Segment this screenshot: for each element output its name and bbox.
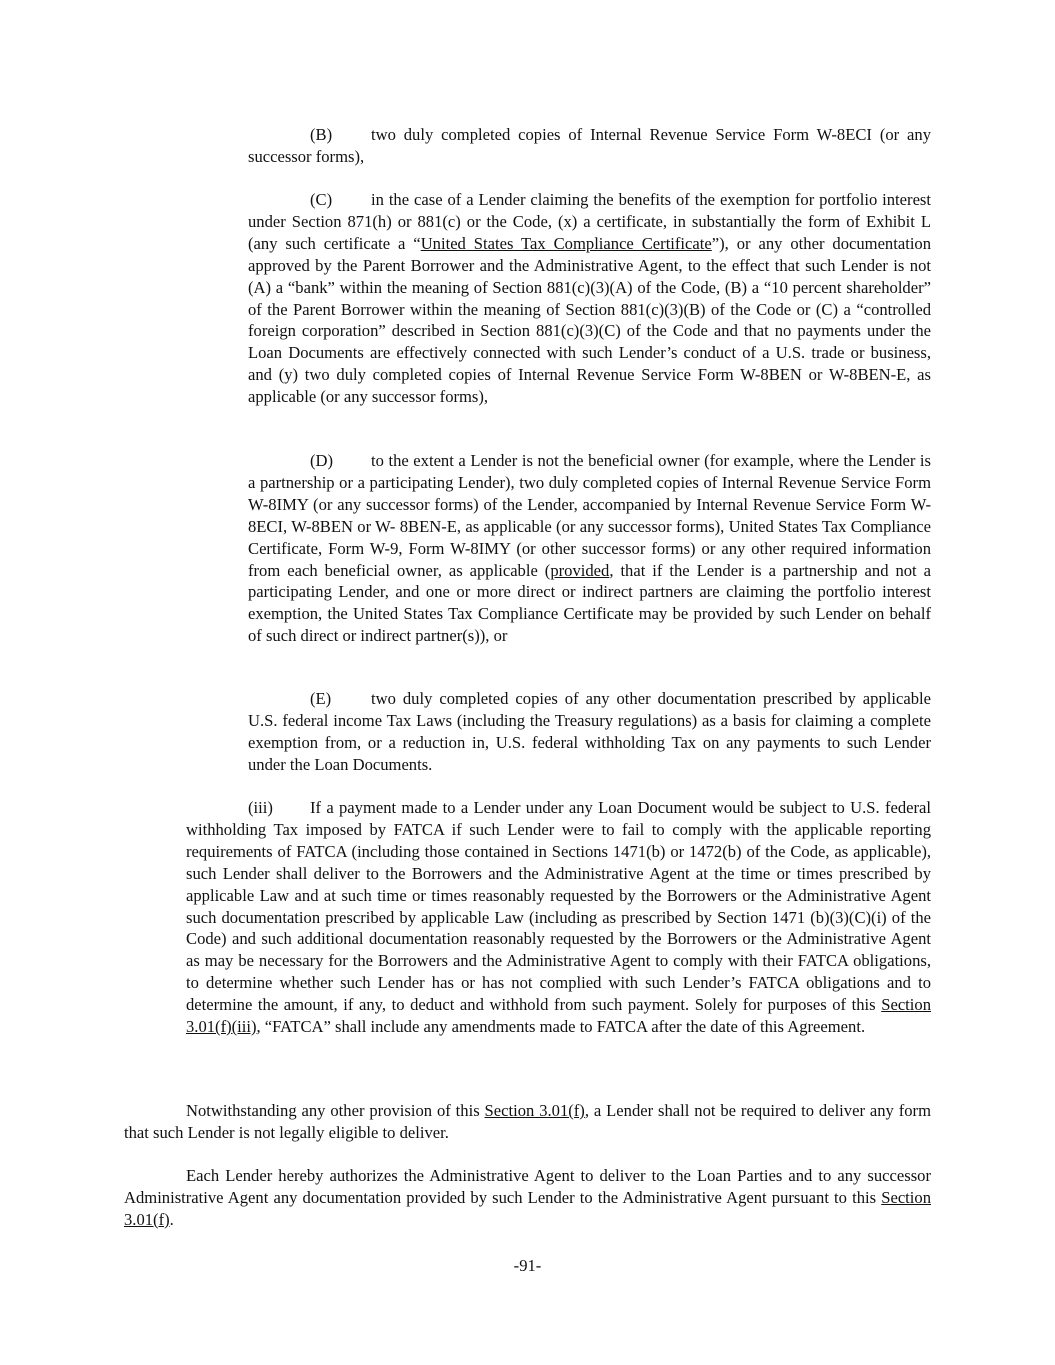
notwithstanding-text-2: , a Lender shall not be required to deliver any form that such Lender is not legally eligible to deliver. [124,1101,931,1142]
clause-c-text-1: in the case of a Lender claiming the benefits of the exemption for portfolio interest under Section 871(h) or 881(c) or the Code, (x) a certificate, in substantially the form of Exhibit L (any such certificate a “ [248,190,931,253]
page-number: -91- [513,1256,542,1275]
authorization-text-1: Each Lender hereby authorizes the Administrative Agent to deliver to the Loan Parties and to any successor Administrative Agent any documentation provided by such Lender to the Administrative Agent pursuant to this [124,1166,931,1207]
clause-iii-label: (iii) [248,798,273,817]
authorization-paragraph [124,1165,931,1231]
section-ref-3-01-f: Section 3.01(f) [124,1187,931,1229]
section-ref-3-01-f: Section 3.01(f) [484,1101,585,1120]
clause-b [248,124,931,168]
authorization-text-2: . [169,1209,174,1229]
notwithstanding-text-1: Notwithstanding any other provision of this [186,1101,485,1120]
clause-d-text-2: , that if the Lender is a partnership and not a participating Lender, and one or more direct or indirect partners are claiming the portfolio interest exemption, the United States Tax Compliance Certificate may be provided by such Lender on behalf of such direct or indirect partner(s)), or [248,560,931,646]
section-ref-3-01-f-iii: Section 3.01(f)(iii) [186,995,931,1037]
clause-b-text: two duly completed copies of Internal Revenue Service Form W-8ECI (or any successor forms), [248,125,931,166]
provided-term: provided [550,560,610,580]
clause-e-text: two duly completed copies of any other documentation prescribed by applicable U.S. federal income Tax Laws (including the Treasury regulations) as a basis for claiming a complete exemption from, or a reduction in, U.S. federal withholding Tax on any payments to such Lender under the Loan Documents. [248,689,931,774]
clause-c-label: (C) [310,190,333,209]
clause-b-label: (B) [310,125,333,144]
clause-c-text-2: ”), or any other documentation approved by the Parent Borrower and the Administrative Agent, to the effect that such Lender is not (A) a “bank” within the meaning of Section 881(c)(3)(A) of the Code, (B) a “10 percent shareholder” of the Parent Borrower within the meaning of Section 881(c)(3)(B) of the Code or (C) a “controlled foreign corporation” described in Section 881(c)(3)(C) of the Code and that no payments under the Loan Documents are effectively connected with such Lender’s conduct of a U.S. trade or business, and (y) two duly completed copies of Internal Revenue Service Form W-8BEN or W-8BEN-E, as applicable (or any successor forms), [248,233,932,407]
clause-c [248,189,931,408]
notwithstanding-paragraph [124,1100,931,1144]
defined-term-us-tax-compliance-certificate: United States Tax Compliance Certificate [420,233,712,253]
clause-d-label: (D) [310,451,334,470]
clause-iii [186,797,931,1038]
clause-iii-text-2: , “FATCA” shall include any amendments made to FATCA after the date of this Agreement. [256,1017,866,1037]
clause-e [248,688,931,776]
clause-iii-text-1: If a payment made to a Lender under any Loan Document would be subject to U.S. federal withholding Tax imposed by FATCA if such Lender were to fail to comply with the applicable reporting requirements of FATCA (including those contained in Sections 1471(b) or 1472(b) of the Code, as applicable), such Lender shall deliver to the Borrowers and the Administrative Agent at the time or times prescribed by applicable Law and at such time or times reasonably requested by the Borrowers or the Administrative Agent such documentation prescribed by applicable Law (including as prescribed by Section 1471 (b)(3)(C)(i) of the Code) and such additional documentation reasonably requested by the Borrowers or the Administrative Agent as may be necessary for the Borrowers and the Administrative Agent to comply with their FATCA obligations, to determine whether such Lender has or has not complied with such Lender’s FATCA obligations and to determine the amount, if any, to deduct and withhold from such payment. Solely for purposes of this [186,798,931,1015]
clause-e-label: (E) [310,689,332,708]
clause-d-text-1: to the extent a Lender is not the beneficial owner (for example, where the Lender is a partnership or a participating Lender), two duly completed copies of Internal Revenue Service Form W-8IMY (or any successor forms) of the Lender, accompanied by Internal Revenue Service Form W-8ECI, W-8BEN or W- 8BEN-E, as applicable (or any successor forms), United States Tax Compliance Certificate, Form W-9, Form W-8IMY (or other successor forms) or any other required information from each beneficial owner, as applicable ( [248,451,931,580]
clause-d [248,450,931,647]
